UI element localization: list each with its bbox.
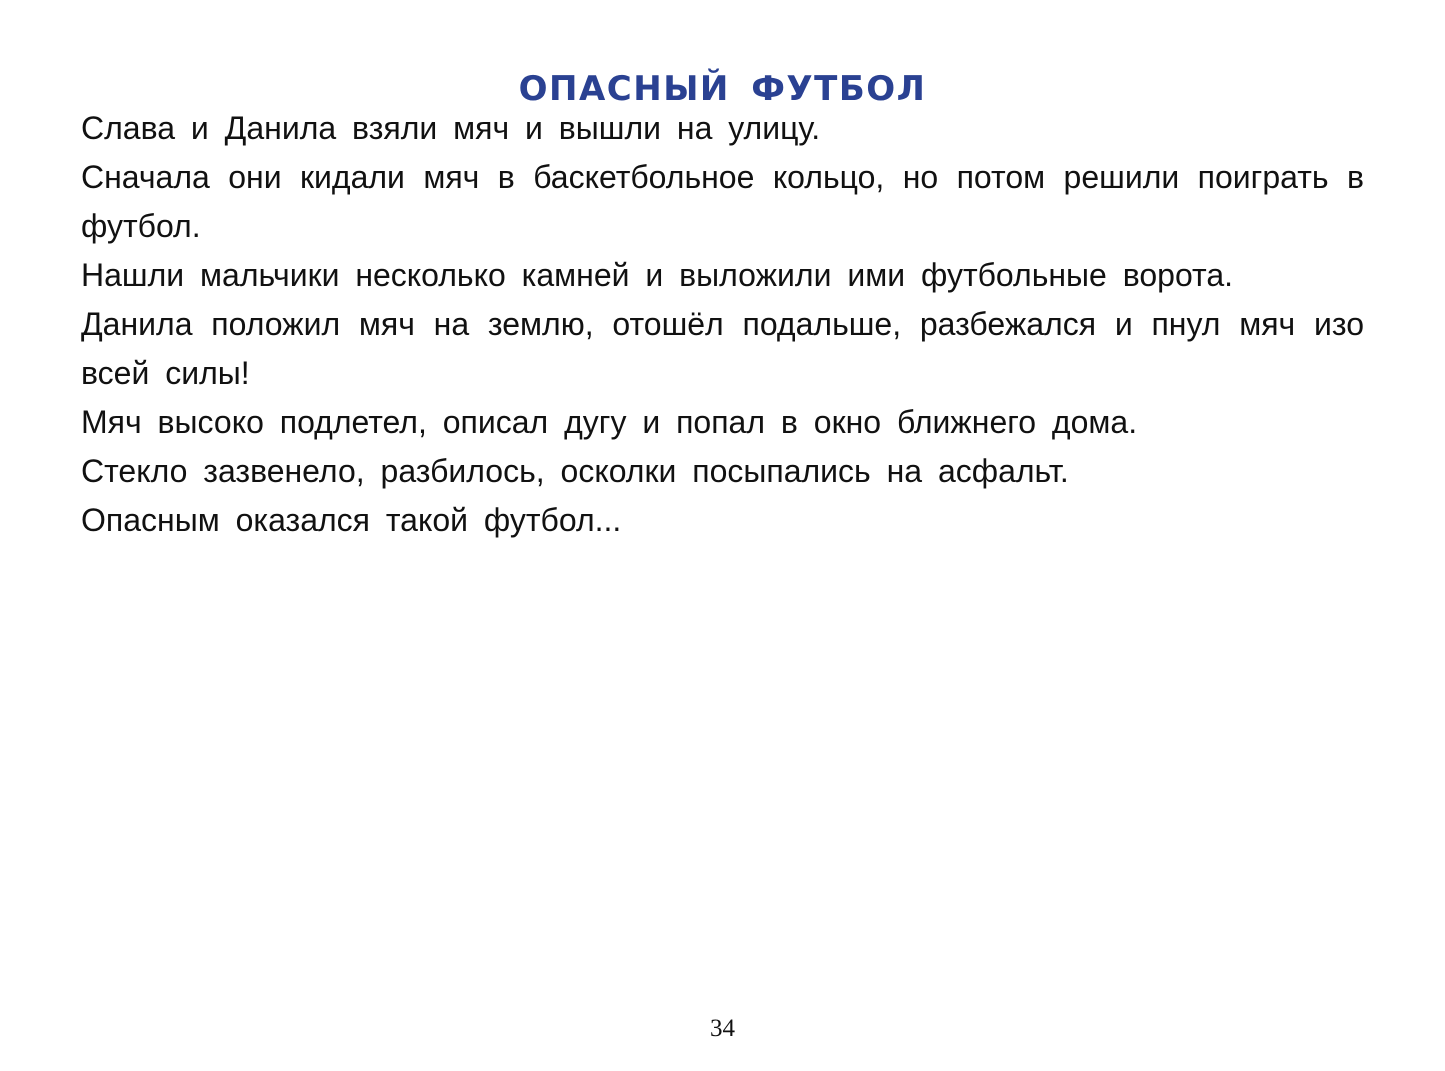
paragraph-2: Сначала они кидали мяч в баскетбольное кольцо, но потом решили поиграть в футбол. — [81, 159, 1364, 244]
paragraph-7: Опасным оказался такой футбол... — [81, 502, 622, 538]
paragraph-6: Стекло зазвенело, разбилось, осколки посыпались на асфальт. — [81, 453, 1069, 489]
page-number: 34 — [710, 1015, 735, 1042]
story-title: ОПАСНЫЙ ФУТБОЛ — [518, 68, 927, 109]
paragraph-4: Данила положил мяч на землю, отошёл подальше, разбежался и пнул мяч изо всей силы! — [81, 306, 1364, 391]
paragraph-1: Слава и Данила взяли мяч и вышли на улицу. — [81, 110, 821, 146]
story-body — [81, 104, 1364, 545]
paragraph-5: Мяч высоко подлетел, описал дугу и попал в окно ближнего дома. — [81, 404, 1138, 440]
paragraph-3: Нашли мальчики несколько камней и выложили ими футбольные ворота. — [81, 257, 1234, 293]
